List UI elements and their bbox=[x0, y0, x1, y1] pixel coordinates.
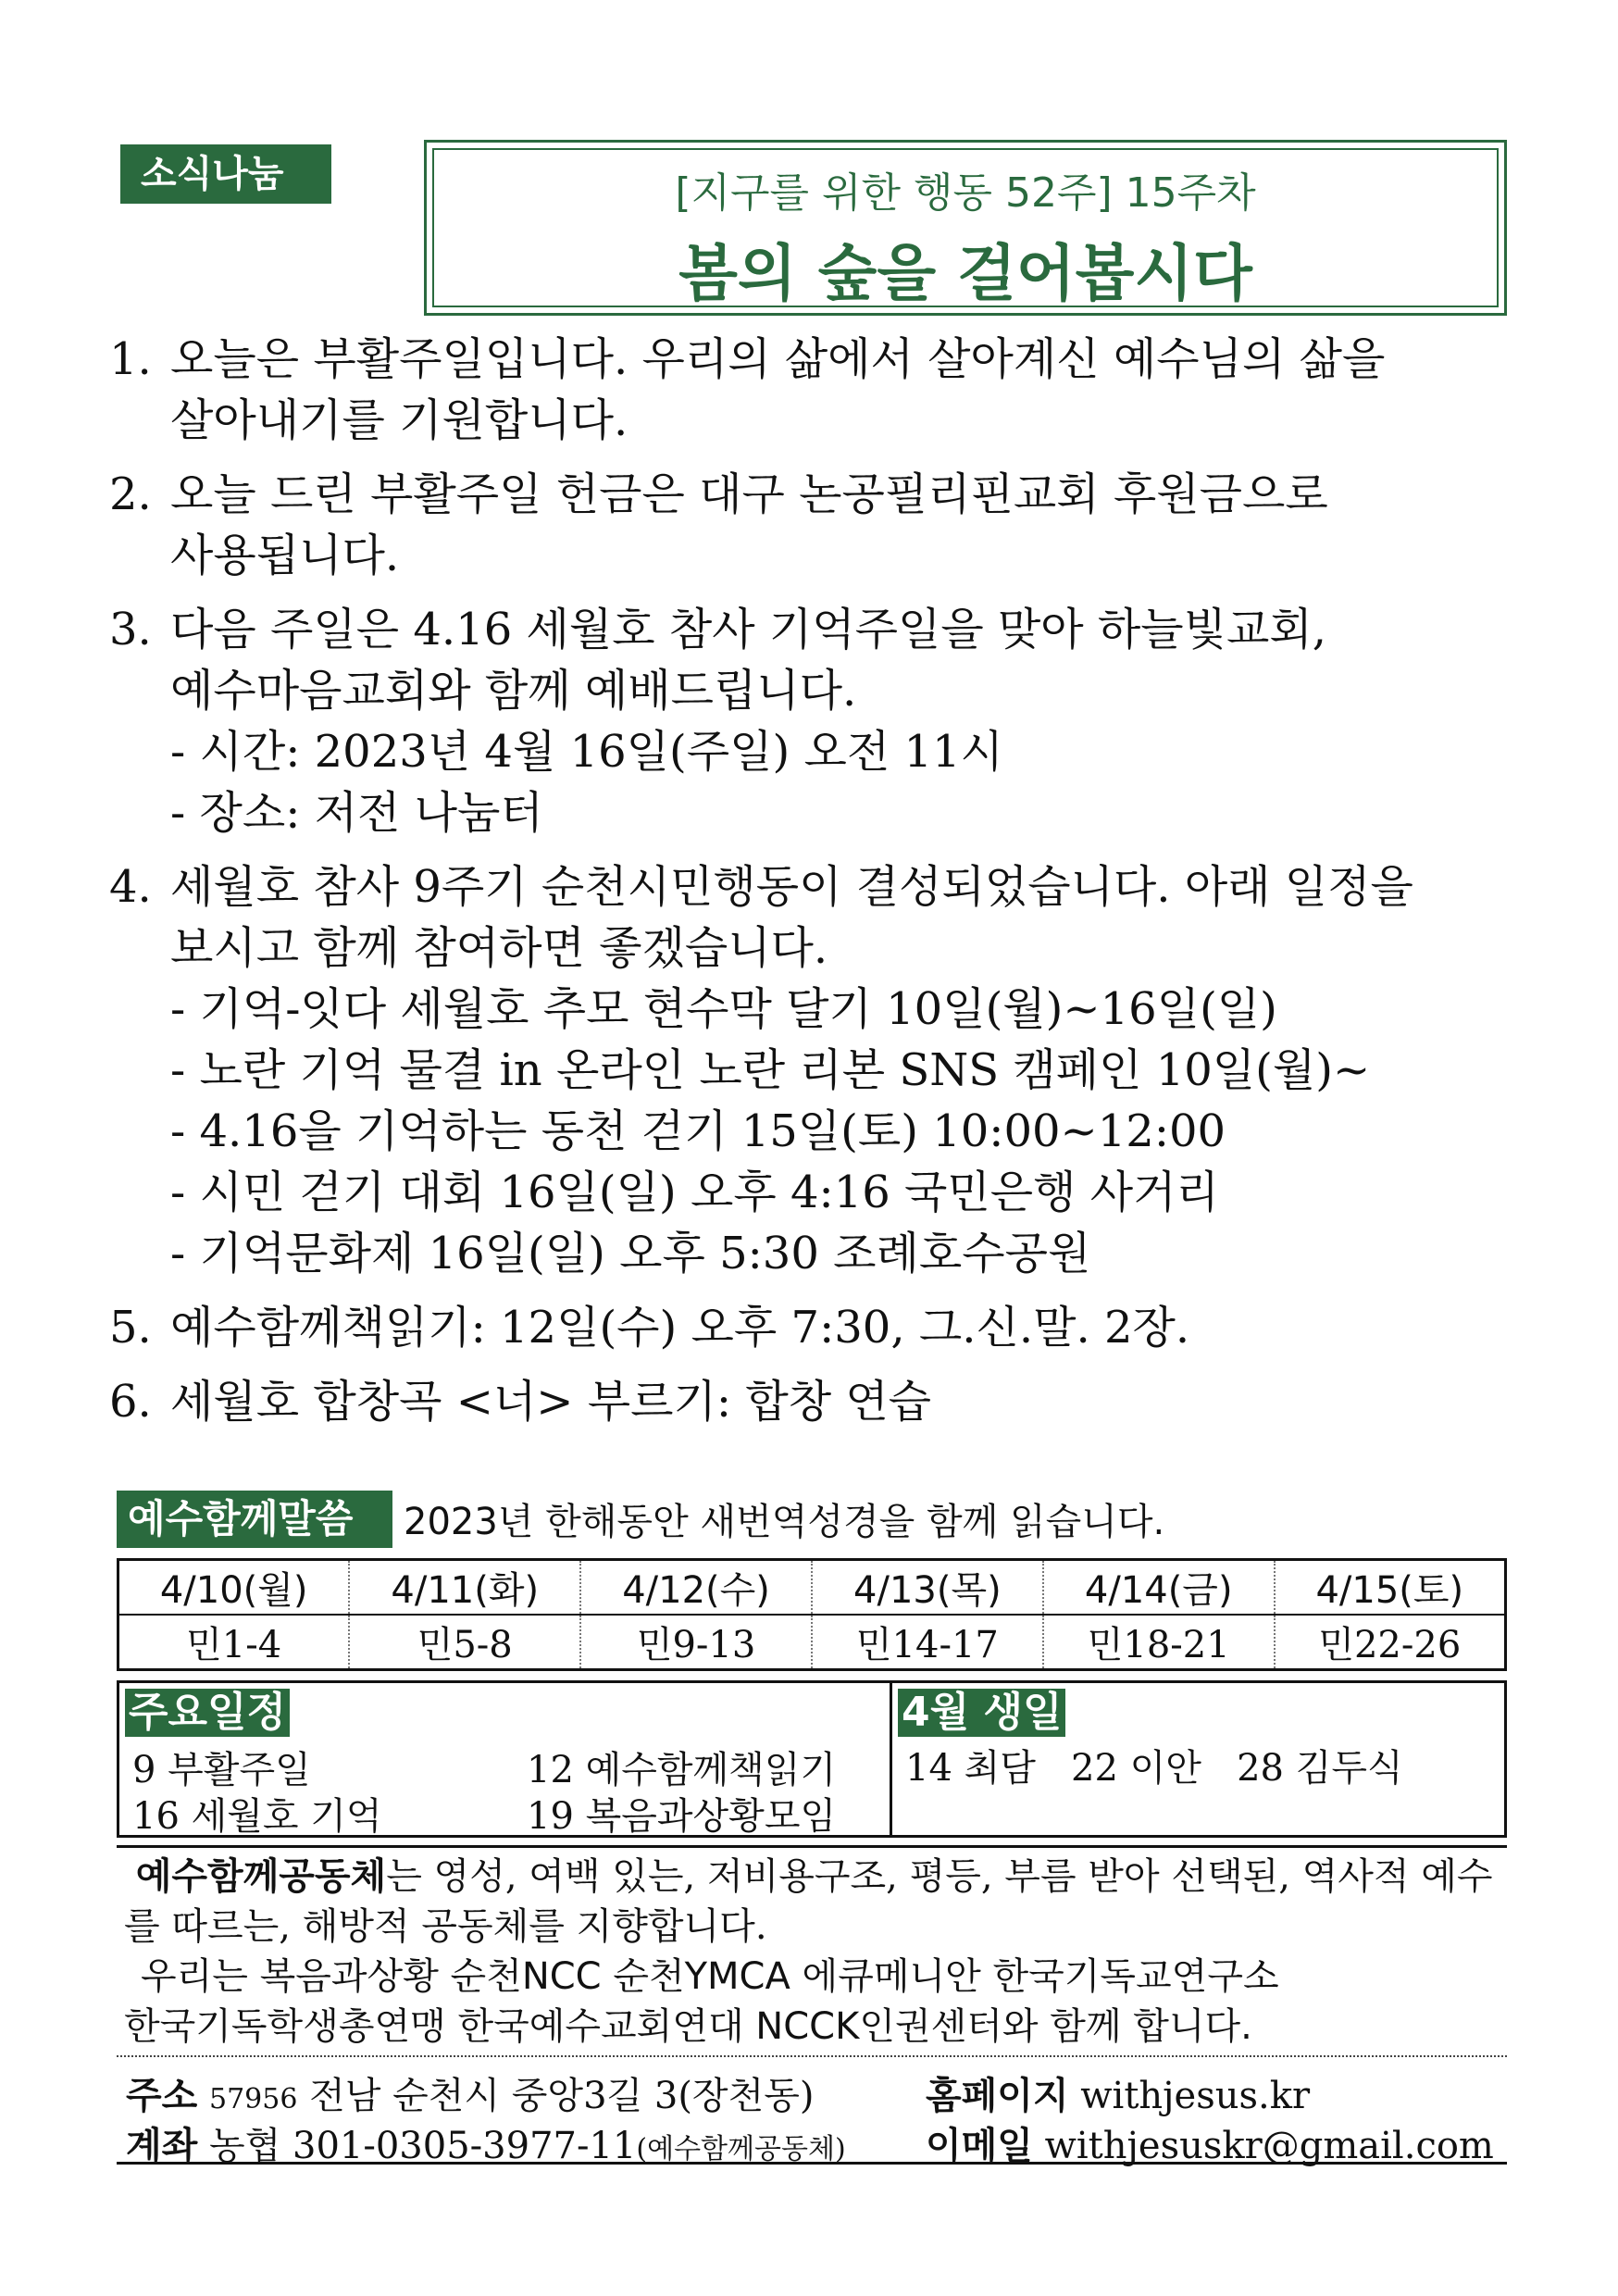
reading-passages-row bbox=[118, 1615, 1506, 1670]
account-label: 계좌 bbox=[126, 2125, 198, 2167]
item-line: 보시고 함께 참여하면 좋겠습니다. bbox=[170, 922, 828, 974]
item-line: 오늘은 부활주일입니다. 우리의 삶에서 살아계신 예수님의 삶을 bbox=[170, 333, 1386, 385]
news-subtitle: [지구를 위한 행동 52주] 15주차 bbox=[675, 169, 1256, 217]
community-name: 예수함께공동체 bbox=[135, 1855, 387, 1898]
schedule-panel bbox=[119, 1683, 892, 1838]
divider bbox=[117, 1845, 1507, 1848]
title-box bbox=[424, 140, 1507, 316]
news-item-4 bbox=[109, 856, 1516, 1284]
reading-dates-row bbox=[118, 1560, 1506, 1616]
partners bbox=[124, 1952, 1512, 2052]
reading-table bbox=[117, 1558, 1507, 1671]
address: 전남 순천시 중앙3길 3(장천동) bbox=[309, 2075, 815, 2117]
schedule-item: 19 복음과상황모임 bbox=[527, 1795, 837, 1838]
item-subline: - 시민 걷기 대회 16일(일) 오후 4:16 국민은행 사거리 bbox=[170, 1167, 1219, 1218]
reading-passage: 민5-8 bbox=[349, 1615, 580, 1670]
item-number: 4. bbox=[109, 861, 152, 913]
item-number: 2. bbox=[109, 468, 152, 520]
item-line: 예수함께책읽기: 12일(수) 오후 7:30, 그.신.말. 2장. bbox=[170, 1302, 1190, 1354]
schedule-item: 16 세월호 기억 bbox=[132, 1795, 382, 1838]
community-statement bbox=[124, 1852, 1512, 1952]
item-line: 세월호 합창곡 <너> 부르기: 합창 연습 bbox=[170, 1376, 932, 1428]
word-description: 2023년 한해동안 새번역성경을 함께 읽습니다. bbox=[404, 1501, 1165, 1543]
birthday-title: 4월 생일 bbox=[898, 1689, 1065, 1737]
item-subline: - 장소: 저전 나눔터 bbox=[170, 787, 543, 839]
news-item-5 bbox=[109, 1297, 1516, 1358]
item-line: 사용됩니다. bbox=[170, 530, 400, 581]
item-line: 예수마음교회와 함께 예배드립니다. bbox=[170, 665, 857, 717]
account-holder: (예수함께공동체) bbox=[636, 2133, 846, 2165]
homepage-link[interactable]: withjesus.kr bbox=[1080, 2075, 1311, 2117]
reading-passage: 민22-26 bbox=[1318, 1624, 1462, 1666]
item-number: 3. bbox=[109, 604, 152, 655]
footer-homepage-row bbox=[926, 2066, 1310, 2119]
item-number: 1. bbox=[109, 333, 152, 385]
account-number: 농협 301-0305-3977-11 bbox=[209, 2125, 637, 2167]
partners-line: 한국기독학생총연맹 한국예수교회연대 NCCK인권센터와 함께 합니다. bbox=[124, 2005, 1252, 2048]
partners-line: 우리는 복음과상황 순천NCC 순천YMCA 에큐메니안 한국기독교연구소 bbox=[141, 1955, 1279, 1998]
postal-code: 57956 bbox=[209, 2083, 298, 2115]
item-line: 세월호 참사 9주기 순천시민행동이 결성되었습니다. 아래 일정을 bbox=[170, 861, 1413, 913]
item-subline: - 시간: 2023년 4월 16일(주일) 오전 11시 bbox=[170, 726, 1003, 778]
homepage-label: 홈페이지 bbox=[926, 2075, 1069, 2117]
birthday-panel bbox=[892, 1683, 1504, 1835]
item-subline: - 기억-잇다 세월호 추모 현수막 달기 10일(월)~16일(일) bbox=[170, 983, 1277, 1035]
news-item-1 bbox=[109, 329, 1516, 451]
schedule-title: 주요일정 bbox=[125, 1689, 290, 1737]
reading-date: 4/10(월) bbox=[118, 1560, 350, 1616]
item-line: 다음 주일은 4.16 세월호 참사 기억주일을 맞아 하늘빛교회, bbox=[170, 604, 1327, 655]
reading-passage: 민14-17 bbox=[812, 1615, 1043, 1670]
item-number: 5. bbox=[109, 1302, 152, 1354]
news-title: 봄의 숲을 걸어봅시다 bbox=[678, 238, 1252, 309]
address-label: 주소 bbox=[126, 2075, 198, 2117]
reading-date: 4/13(목) bbox=[812, 1560, 1043, 1616]
reading-date: 4/14(금) bbox=[1043, 1560, 1275, 1616]
item-number: 6. bbox=[109, 1376, 152, 1428]
dotted-divider bbox=[117, 2055, 1507, 2057]
email-link[interactable]: withjesuskr@gmail.com bbox=[1044, 2125, 1494, 2167]
word-badge: 예수함께말씀 bbox=[117, 1491, 392, 1548]
item-subline: - 노란 기억 물결 in 온라인 노란 리본 SNS 캠페인 10일(월)~ bbox=[170, 1044, 1371, 1096]
community-text: 는 영성, 여백 있는, 저비용구조, 평등, 부름 받아 선택된, 역사적 예수를 따르는, 해방적 공동체를 지향합니다. bbox=[124, 1855, 1493, 1948]
item-subline: - 4.16을 기억하는 동천 걷기 15일(토) 10:00~12:00 bbox=[170, 1105, 1226, 1157]
reading-date: 4/15(토) bbox=[1275, 1560, 1506, 1616]
schedule-box bbox=[117, 1680, 1507, 1838]
birthday-list: 14 최담 22 이안 28 김두식 bbox=[905, 1747, 1403, 1790]
reading-date: 4/12(수) bbox=[580, 1560, 812, 1616]
news-badge: 소식나눔 bbox=[120, 144, 331, 204]
item-subline: - 기억문화제 16일(일) 오후 5:30 조례호수공원 bbox=[170, 1228, 1091, 1279]
news-item-6 bbox=[109, 1371, 1516, 1432]
reading-date: 4/11(화) bbox=[349, 1560, 580, 1616]
item-line: 오늘 드린 부활주일 헌금은 대구 논공필리핀교회 후원금으로 bbox=[170, 468, 1328, 520]
schedule-item: 9 부활주일 bbox=[132, 1749, 311, 1791]
schedule-item: 12 예수함께책읽기 bbox=[527, 1749, 837, 1791]
news-items bbox=[109, 329, 1516, 1445]
reading-passage: 민1-4 bbox=[118, 1615, 350, 1670]
news-item-2 bbox=[109, 464, 1516, 586]
reading-passage: 민18-21 bbox=[1043, 1615, 1275, 1670]
reading-passage: 민9-13 bbox=[580, 1615, 812, 1670]
item-line: 살아내기를 기원합니다. bbox=[170, 394, 629, 446]
bottom-divider bbox=[117, 2162, 1507, 2165]
footer-address-row bbox=[126, 2066, 814, 2119]
email-label: 이메일 bbox=[926, 2125, 1033, 2167]
news-item-3 bbox=[109, 599, 1516, 843]
